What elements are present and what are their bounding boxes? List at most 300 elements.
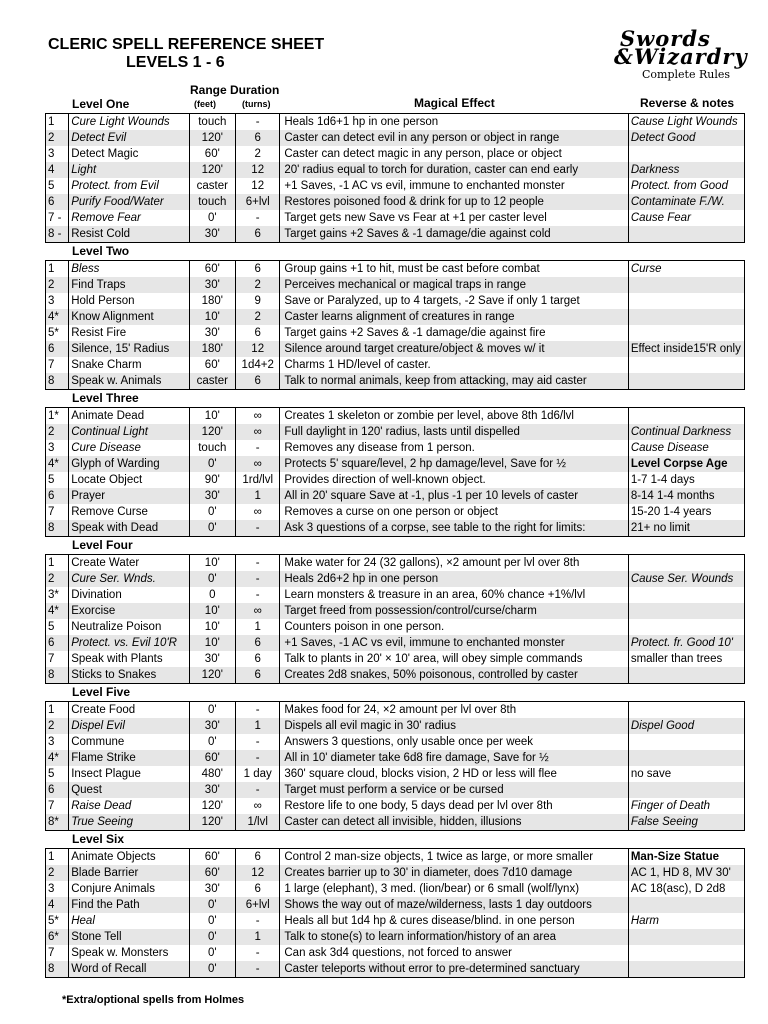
spell-effect: 1 large (elephant), 3 med. (lion/bear) or 6 small (wolf/lynx): [280, 881, 628, 897]
spell-name: Speak w. Monsters: [69, 945, 189, 961]
spell-note: Harm: [628, 913, 744, 929]
spell-duration: 1: [236, 718, 280, 734]
spell-effect: Target freed from possession/control/curse/charm: [280, 603, 628, 619]
spell-number: 3*: [46, 587, 69, 603]
spell-name: Purify Food/Water: [69, 194, 189, 210]
spell-duration: 1: [236, 929, 280, 945]
spell-range: 0': [189, 702, 235, 719]
spell-duration: -: [236, 913, 280, 929]
spell-duration: 6: [236, 881, 280, 897]
spell-range: 120': [189, 667, 235, 684]
spell-range: 0': [189, 961, 235, 978]
spell-number: 3: [46, 881, 69, 897]
spell-effect: Caster can detect evil in any person or object in range: [280, 130, 628, 146]
spell-note: Protect. fr. Good 10': [628, 635, 744, 651]
spell-effect: Creates barrier up to 30' in diameter, does 7d10 damage: [280, 865, 628, 881]
spell-note: Finger of Death: [628, 798, 744, 814]
spell-duration: -: [236, 210, 280, 226]
spell-number: 7: [46, 798, 69, 814]
spell-range: 0': [189, 520, 235, 537]
swords-wizardry-logo: [612, 26, 748, 84]
spell-duration: 1 day: [236, 766, 280, 782]
spell-table: [45, 701, 745, 831]
spell-name: Protect. from Evil: [69, 178, 189, 194]
spell-effect: Target gains +2 Saves & -1 damage/die against fire: [280, 325, 628, 341]
spell-range: touch: [189, 114, 235, 131]
spell-number: 3: [46, 734, 69, 750]
spell-range: 0': [189, 210, 235, 226]
spell-name: Protect. vs. Evil 10'R: [69, 635, 189, 651]
spell-name: Light: [69, 162, 189, 178]
spell-effect: Control 2 man-size objects, 1 twice as large, or more smaller: [280, 849, 628, 866]
spell-name: Raise Dead: [69, 798, 189, 814]
spell-duration: 6: [236, 373, 280, 390]
spell-effect: Make water for 24 (32 gallons), ×2 amount per lvl over 8th: [280, 555, 628, 572]
spell-range: 10': [189, 603, 235, 619]
spell-row: [46, 782, 745, 798]
spell-range: 0': [189, 929, 235, 945]
spell-range: 120': [189, 162, 235, 178]
spell-row: [46, 424, 745, 440]
spell-row: [46, 603, 745, 619]
spell-row: [46, 114, 745, 131]
spell-note: [628, 373, 744, 390]
spell-duration: 1: [236, 619, 280, 635]
spell-range: 10': [189, 635, 235, 651]
spell-number: 4*: [46, 456, 69, 472]
spell-row: [46, 261, 745, 278]
spell-name: Remove Curse: [69, 504, 189, 520]
spell-sheet: [45, 96, 745, 978]
spell-range: 10': [189, 408, 235, 425]
spell-duration: -: [236, 734, 280, 750]
spell-effect: Caster learns alignment of creatures in range: [280, 309, 628, 325]
spell-effect: Caster can detect magic in any person, place or object: [280, 146, 628, 162]
spell-name: Create Food: [69, 702, 189, 719]
spell-number: 2: [46, 130, 69, 146]
spell-duration: -: [236, 945, 280, 961]
spell-effect: Talk to plants in 20' × 10' area, will obey simple commands: [280, 651, 628, 667]
spell-note: AC 18(asc), D 2d8: [628, 881, 744, 897]
spell-effect: Heals all but 1d4 hp & cures disease/blind. in one person: [280, 913, 628, 929]
spell-effect: All in 10' diameter take 6d8 fire damage, Save for ½: [280, 750, 628, 766]
spell-number: 4: [46, 897, 69, 913]
spell-number: 1: [46, 114, 69, 131]
spell-number: 4*: [46, 603, 69, 619]
spell-row: [46, 667, 745, 684]
spell-duration: 6+lvl: [236, 194, 280, 210]
spell-number: 8: [46, 373, 69, 390]
spell-duration: 6: [236, 849, 280, 866]
spell-number: 3: [46, 440, 69, 456]
spell-range: 0': [189, 504, 235, 520]
spell-effect: Removes a curse on one person or object: [280, 504, 628, 520]
spell-number: 7: [46, 651, 69, 667]
spell-effect: Silence around target creature/object & moves w/ it: [280, 341, 628, 357]
spell-number: 2: [46, 865, 69, 881]
spell-range: caster: [189, 373, 235, 390]
level-title: Level Five: [72, 685, 131, 699]
spell-range: 120': [189, 424, 235, 440]
spell-name: Blade Barrier: [69, 865, 189, 881]
spell-duration: 6: [236, 226, 280, 243]
spell-number: 6: [46, 635, 69, 651]
spell-note: [628, 293, 744, 309]
spell-range: 0': [189, 945, 235, 961]
level-title: Level Two: [72, 244, 130, 258]
spell-row: [46, 750, 745, 766]
spell-row: [46, 619, 745, 635]
spell-effect: Dispels all evil magic in 30' radius: [280, 718, 628, 734]
spell-range: 30': [189, 881, 235, 897]
spell-row: [46, 488, 745, 504]
spell-row: [46, 130, 745, 146]
spell-row: [46, 913, 745, 929]
spell-row: [46, 194, 745, 210]
spell-note: [628, 603, 744, 619]
spell-effect: +1 Saves, -1 AC vs evil, immune to enchanted monster: [280, 178, 628, 194]
spell-name: Bless: [69, 261, 189, 278]
spell-name: Divination: [69, 587, 189, 603]
spell-number: 2: [46, 424, 69, 440]
spell-note: Darkness: [628, 162, 744, 178]
spell-range: 10': [189, 619, 235, 635]
title-line-1: CLERIC SPELL REFERENCE SHEET: [48, 36, 325, 53]
logo-line-2: &Wizardry: [614, 44, 748, 69]
spell-duration: 2: [236, 309, 280, 325]
spell-name: Glyph of Warding: [69, 456, 189, 472]
spell-row: [46, 718, 745, 734]
spell-number: 3: [46, 293, 69, 309]
spell-effect: Removes any disease from 1 person.: [280, 440, 628, 456]
feet-header: (feet): [194, 99, 216, 109]
spell-duration: ∞: [236, 504, 280, 520]
spell-row: [46, 178, 745, 194]
spell-number: 5*: [46, 913, 69, 929]
spell-row: [46, 309, 745, 325]
spell-row: [46, 440, 745, 456]
spell-effect: Caster teleports without error to pre-determined sanctuary: [280, 961, 628, 978]
spell-number: 5: [46, 766, 69, 782]
spell-table: [45, 113, 745, 243]
spell-number: 4*: [46, 750, 69, 766]
spell-name: Find the Path: [69, 897, 189, 913]
spell-note: [628, 357, 744, 373]
spell-name: Know Alignment: [69, 309, 189, 325]
spell-note: [628, 555, 744, 572]
spell-note: [628, 408, 744, 425]
spell-number: 5*: [46, 325, 69, 341]
spell-duration: 12: [236, 178, 280, 194]
spell-note: Man-Size Statue: [628, 849, 744, 866]
spell-range: touch: [189, 440, 235, 456]
spell-name: Locate Object: [69, 472, 189, 488]
spell-name: Quest: [69, 782, 189, 798]
spell-row: [46, 766, 745, 782]
magical-effect-header: Magical Effect: [414, 96, 495, 110]
spell-range: 30': [189, 277, 235, 293]
spell-effect: Talk to normal animals, keep from attacking, may aid caster: [280, 373, 628, 390]
spell-range: caster: [189, 178, 235, 194]
spell-name: Create Water: [69, 555, 189, 572]
spell-number: 8: [46, 667, 69, 684]
turns-header: (turns): [242, 99, 271, 109]
spell-name: Stone Tell: [69, 929, 189, 945]
spell-range: 60': [189, 261, 235, 278]
spell-duration: -: [236, 571, 280, 587]
spell-number: 8: [46, 520, 69, 537]
spell-number: 3: [46, 146, 69, 162]
spell-range: 120': [189, 814, 235, 831]
spell-note: Cause Fear: [628, 210, 744, 226]
spell-effect: 20' radius equal to torch for duration, caster can end early: [280, 162, 628, 178]
spell-range: 30': [189, 226, 235, 243]
spell-number: 2: [46, 718, 69, 734]
spell-duration: 12: [236, 865, 280, 881]
spell-effect: Provides direction of well-known object.: [280, 472, 628, 488]
spell-effect: Perceives mechanical or magical traps in range: [280, 277, 628, 293]
spell-duration: 12: [236, 341, 280, 357]
spell-range: 30': [189, 718, 235, 734]
spell-row: [46, 162, 745, 178]
spell-effect: Charms 1 HD/level of caster.: [280, 357, 628, 373]
spell-duration: ∞: [236, 424, 280, 440]
spell-duration: -: [236, 114, 280, 131]
spell-name: Conjure Animals: [69, 881, 189, 897]
spell-row: [46, 408, 745, 425]
spell-note: Contaminate F./W.: [628, 194, 744, 210]
spell-range: 120': [189, 798, 235, 814]
spell-duration: -: [236, 750, 280, 766]
spell-name: Detect Evil: [69, 130, 189, 146]
spell-row: [46, 520, 745, 537]
reverse-notes-header: Reverse & notes: [640, 96, 735, 110]
spell-duration: 9: [236, 293, 280, 309]
spell-number: 7 -: [46, 210, 69, 226]
spell-row: [46, 587, 745, 603]
spell-row: [46, 210, 745, 226]
spell-name: Snake Charm: [69, 357, 189, 373]
spell-name: Detect Magic: [69, 146, 189, 162]
spell-row: [46, 357, 745, 373]
spell-number: 6: [46, 341, 69, 357]
level-title: Level Four: [72, 538, 133, 552]
spell-note: [628, 325, 744, 341]
spell-note: [628, 929, 744, 945]
spell-note: 21+ no limit: [628, 520, 744, 537]
spell-duration: -: [236, 587, 280, 603]
spell-duration: -: [236, 782, 280, 798]
spell-number: 4*: [46, 309, 69, 325]
spell-effect: Talk to stone(s) to learn information/history of an area: [280, 929, 628, 945]
spell-range: 0': [189, 456, 235, 472]
spell-table: [45, 407, 745, 537]
spell-note: Level Corpse Age: [628, 456, 744, 472]
spell-range: touch: [189, 194, 235, 210]
spell-row: [46, 702, 745, 719]
spell-range: 60': [189, 849, 235, 866]
spell-duration: 12: [236, 162, 280, 178]
spell-duration: ∞: [236, 603, 280, 619]
spell-note: Dispel Good: [628, 718, 744, 734]
spell-number: 5: [46, 178, 69, 194]
spell-row: [46, 373, 745, 390]
spell-note: [628, 146, 744, 162]
level-title: Level One: [72, 97, 130, 111]
level-title: Level Six: [72, 832, 125, 846]
spell-number: 1: [46, 849, 69, 866]
spell-number: 7: [46, 504, 69, 520]
spell-range: 30': [189, 782, 235, 798]
spell-name: Hold Person: [69, 293, 189, 309]
spell-name: Prayer: [69, 488, 189, 504]
spell-note: [628, 961, 744, 978]
spell-name: Sticks to Snakes: [69, 667, 189, 684]
spell-range: 10': [189, 555, 235, 572]
spell-range: 180': [189, 293, 235, 309]
spell-note: [628, 750, 744, 766]
spell-name: Word of Recall: [69, 961, 189, 978]
spell-row: [46, 635, 745, 651]
spell-row: [46, 571, 745, 587]
spell-note: Cause Disease: [628, 440, 744, 456]
spell-duration: 6+lvl: [236, 897, 280, 913]
spell-row: [46, 798, 745, 814]
spell-number: 6: [46, 194, 69, 210]
sheet-title: [48, 36, 324, 72]
spell-row: [46, 555, 745, 572]
spell-duration: -: [236, 702, 280, 719]
spell-note: [628, 782, 744, 798]
spell-name: Cure Disease: [69, 440, 189, 456]
spell-number: 1*: [46, 408, 69, 425]
spell-note: Continual Darkness: [628, 424, 744, 440]
spell-row: [46, 961, 745, 978]
spell-duration: 6: [236, 635, 280, 651]
spell-number: 6: [46, 488, 69, 504]
spell-name: Animate Objects: [69, 849, 189, 866]
spell-duration: 6: [236, 130, 280, 146]
spell-duration: ∞: [236, 798, 280, 814]
spell-name: Remove Fear: [69, 210, 189, 226]
spell-note: Detect Good: [628, 130, 744, 146]
spell-number: 8 -: [46, 226, 69, 243]
spell-name: Find Traps: [69, 277, 189, 293]
spell-effect: Shows the way out of maze/wilderness, lasts 1 day outdoors: [280, 897, 628, 913]
logo-line-3: Complete Rules: [642, 68, 731, 81]
spell-row: [46, 226, 745, 243]
spell-name: Dispel Evil: [69, 718, 189, 734]
spell-duration: ∞: [236, 456, 280, 472]
spell-note: [628, 667, 744, 684]
spell-range: 90': [189, 472, 235, 488]
spell-name: Flame Strike: [69, 750, 189, 766]
spell-note: 15-20 1-4 years: [628, 504, 744, 520]
spell-name: Animate Dead: [69, 408, 189, 425]
spell-row: [46, 293, 745, 309]
spell-note: Effect inside15'R only: [628, 341, 744, 357]
spell-table: [45, 260, 745, 390]
spell-effect: Ask 3 questions of a corpse, see table to the right for limits:: [280, 520, 628, 537]
spell-note: Curse: [628, 261, 744, 278]
level-title: Level Three: [72, 391, 139, 405]
spell-effect: Makes food for 24, ×2 amount per lvl over 8th: [280, 702, 628, 719]
spell-name: Resist Cold: [69, 226, 189, 243]
spell-row: [46, 341, 745, 357]
spell-name: Heal: [69, 913, 189, 929]
spell-number: 8*: [46, 814, 69, 831]
spell-effect: Target gets new Save vs Fear at +1 per caster level: [280, 210, 628, 226]
spell-duration: 6: [236, 667, 280, 684]
spell-effect: Restore life to one body, 5 days dead per lvl over 8th: [280, 798, 628, 814]
spell-number: 2: [46, 277, 69, 293]
spell-range: 0': [189, 734, 235, 750]
spell-table: [45, 554, 745, 684]
spell-name: Resist Fire: [69, 325, 189, 341]
spell-effect: Learn monsters & treasure in an area, 60% chance +1%/lvl: [280, 587, 628, 603]
spell-name: Silence, 15' Radius: [69, 341, 189, 357]
spell-name: True Seeing: [69, 814, 189, 831]
spell-number: 7: [46, 357, 69, 373]
spell-row: [46, 651, 745, 667]
spell-number: 7: [46, 945, 69, 961]
spell-effect: Target must perform a service or be cursed: [280, 782, 628, 798]
spell-number: 6*: [46, 929, 69, 945]
spell-duration: 2: [236, 146, 280, 162]
spell-note: [628, 945, 744, 961]
spell-number: 1: [46, 702, 69, 719]
spell-effect: Target gains +2 Saves & -1 damage/die against cold: [280, 226, 628, 243]
spell-note: Cause Ser. Wounds: [628, 571, 744, 587]
spell-duration: 1rd/lvl: [236, 472, 280, 488]
spell-duration: 2: [236, 277, 280, 293]
spell-number: 5: [46, 619, 69, 635]
spell-duration: 1: [236, 488, 280, 504]
spell-row: [46, 472, 745, 488]
spell-effect: Caster can detect all invisible, hidden, illusions: [280, 814, 628, 831]
spell-effect: Protects 5' square/level, 2 hp damage/level, Save for ½: [280, 456, 628, 472]
spell-effect: All in 20' square Save at -1, plus -1 per 10 levels of caster: [280, 488, 628, 504]
spell-note: AC 1, HD 8, MV 30': [628, 865, 744, 881]
spell-range: 60': [189, 865, 235, 881]
spell-name: Speak with Dead: [69, 520, 189, 537]
spell-name: Exorcise: [69, 603, 189, 619]
spell-note: [628, 734, 744, 750]
range-duration-header: Range Duration: [190, 83, 280, 97]
spell-effect: Counters poison in one person.: [280, 619, 628, 635]
spell-range: 120': [189, 130, 235, 146]
spell-name: Commune: [69, 734, 189, 750]
spell-note: [628, 619, 744, 635]
spell-duration: 6: [236, 325, 280, 341]
spell-effect: Answers 3 questions, only usable once per week: [280, 734, 628, 750]
spell-note: Protect. from Good: [628, 178, 744, 194]
spell-effect: Creates 1 skeleton or zombie per level, above 8th 1d6/lvl: [280, 408, 628, 425]
spell-name: Speak with Plants: [69, 651, 189, 667]
spell-note: smaller than trees: [628, 651, 744, 667]
spell-row: [46, 456, 745, 472]
spell-row: [46, 504, 745, 520]
spell-duration: 1d4+2: [236, 357, 280, 373]
spell-row: [46, 814, 745, 831]
spell-range: 0': [189, 897, 235, 913]
spell-range: 60': [189, 357, 235, 373]
title-line-2: LEVELS 1 - 6: [126, 54, 225, 71]
spell-row: [46, 146, 745, 162]
spell-duration: -: [236, 520, 280, 537]
spell-name: Speak w. Animals: [69, 373, 189, 390]
spell-number: 6: [46, 782, 69, 798]
